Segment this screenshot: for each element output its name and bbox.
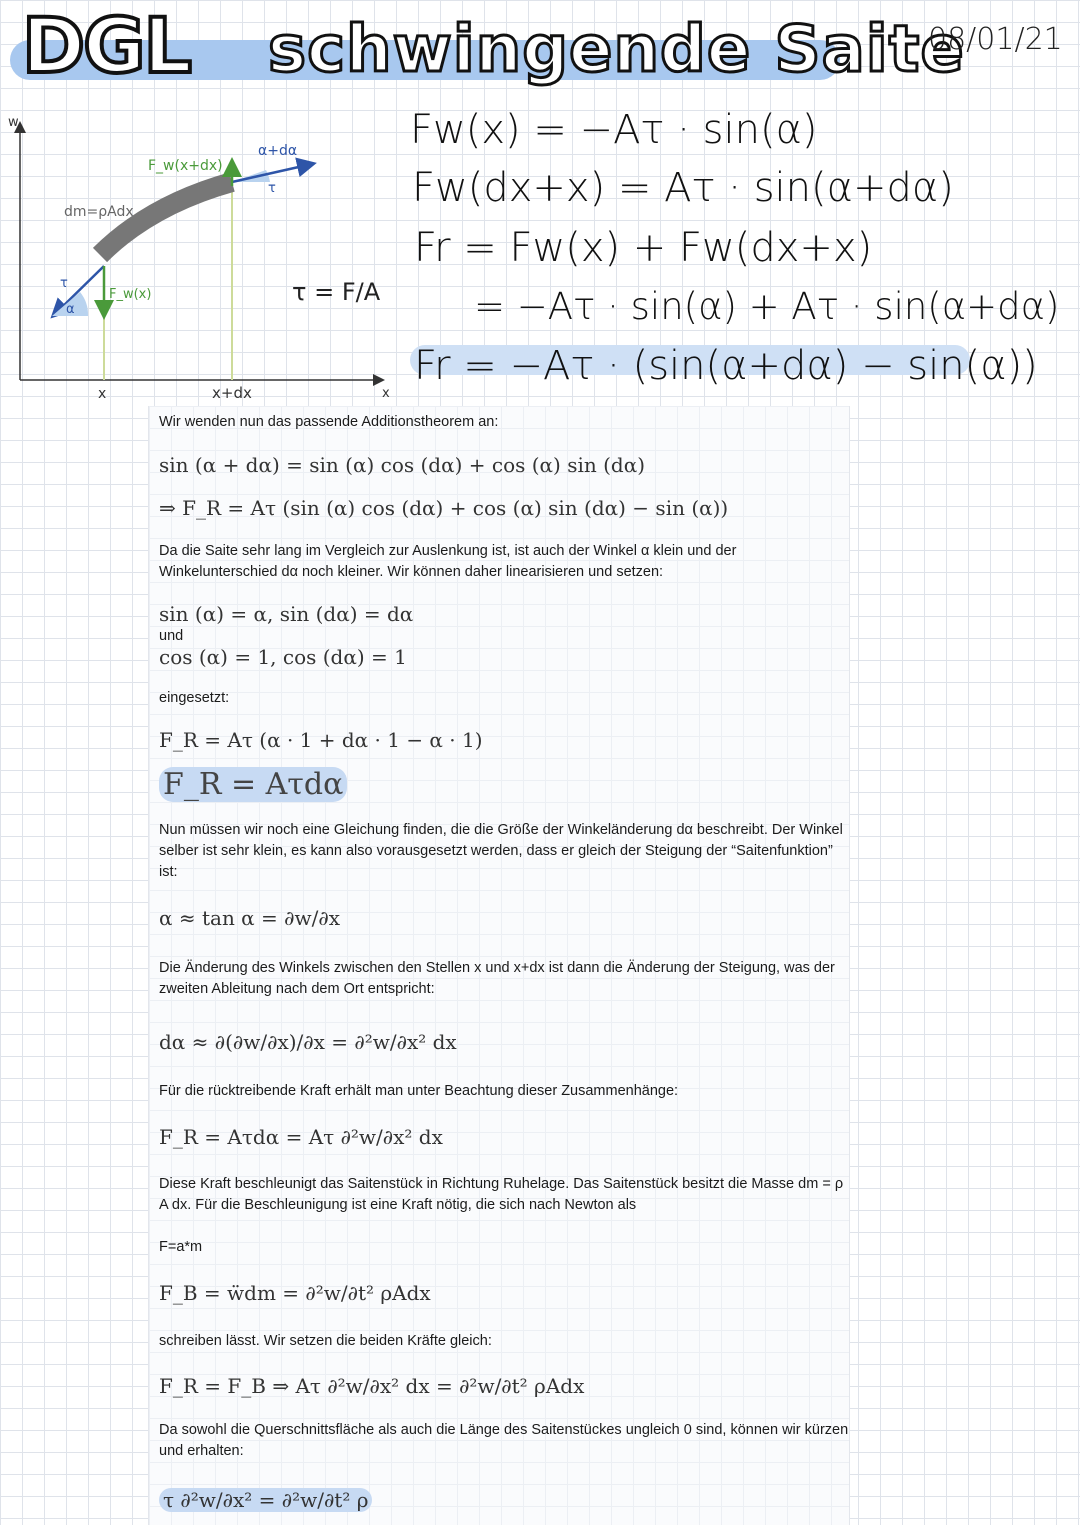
axis-w-label: w: [8, 115, 19, 130]
tau-formula: τ = F/A: [292, 278, 381, 306]
string-force-diagram: [0, 110, 400, 405]
tick-xdx: x+dx: [212, 384, 252, 402]
math-fr-result-text: F_R = Aτdα: [159, 767, 347, 802]
math-linear-cos: cos (α) = 1, cos (dα) = 1: [159, 645, 407, 669]
math-linear-sin: sin (α) = α, sin (dα) = dα: [159, 602, 414, 626]
math-wave-equation-text: τ ∂²w/∂x² = ∂²w/∂t² ρ: [159, 1488, 372, 1512]
fw-xdx-label: F_w(x+dx): [148, 158, 223, 174]
tau-label-right: τ: [268, 181, 276, 196]
axis-x-label: x: [382, 386, 390, 401]
math-fr-result: [159, 767, 347, 802]
text-p8: Da sowohl die Querschnittsfläche als auch die Länge des Saitenstückes ungleich 0 sind, können wir kürzen und erhalten:: [159, 1422, 849, 1459]
page-subtitle: schwingende Saite: [268, 13, 965, 87]
tau-label-left: τ: [60, 276, 68, 291]
hw-eq-4: = −Aτ · sin(α) + Aτ · sin(α+dα): [474, 285, 1060, 328]
text-p1: Wir wenden nun das passende Additionstheorem an:: [159, 414, 499, 430]
date: 08/01/21: [928, 22, 1063, 57]
math-fr-expanded: ⇒ F_R = Aτ (sin (α) cos (dα) + cos (α) sin (dα) − sin (α)): [159, 496, 729, 520]
hw-eq-5: Fr = −Aτ · (sin(α+dα) − sin(α)): [414, 343, 1038, 389]
text-p6: Diese Kraft beschleunigt das Saitenstück in Richtung Ruhelage. Das Saitenstück besitzt die Masse dm = ρ A dx. Für die Beschleunigung ist eine Kraft nötig, die sich nach Newton als: [159, 1176, 844, 1213]
text-p5: Für die rücktreibende Kraft erhält man unter Beachtung dieser Zusammenhänge:: [159, 1083, 679, 1099]
math-fr-substituted: F_R = Aτ (α · 1 + dα · 1 − α · 1): [159, 728, 483, 752]
text-p2: Da die Saite sehr lang im Vergleich zur Auslenkung ist, ist auch der Winkel α klein und der Winkelunterschied dα noch kleiner. Wir können daher linearisieren und setzen:: [159, 543, 737, 580]
tau-arrow-right: [232, 164, 312, 182]
math-addition-theorem: sin (α + dα) = sin (α) cos (dα) + cos (α) sin (dα): [159, 453, 646, 477]
hw-eq-1: Fw(x) = −Aτ · sin(α): [410, 107, 818, 153]
text-p3: Nun müssen wir noch eine Gleichung finden, die die Größe der Winkeländerung dα beschreibt. Der Winkel selber ist sehr klein, es kann also vorausgesetzt werden, dass er gleich der Steigung der “Saitenfunktion” ist:: [159, 822, 843, 880]
fw-x-label: F_w(x): [109, 287, 152, 302]
text-p7: schreiben lässt. Wir setzen die beiden Kräfte gleich:: [159, 1333, 492, 1349]
hw-eq-3: Fr = Fw(x) + Fw(dx+x): [414, 225, 873, 271]
dm-label: dm=ρAdx: [64, 204, 134, 220]
math-fb: F_B = ẅdm = ∂²w/∂t² ρAdx: [159, 1281, 431, 1305]
math-wave-equation: [159, 1490, 372, 1510]
text-eingesetzt: eingesetzt:: [159, 690, 230, 706]
math-alpha-tan: α ≈ tan α = ∂w/∂x: [159, 906, 340, 930]
text-newton: F=a*m: [159, 1239, 203, 1255]
tick-x: x: [98, 386, 107, 402]
hw-eq-2: Fw(dx+x) = Aτ · sin(α+dα): [412, 165, 954, 211]
math-fr-equals-fb: F_R = F_B ⇒ Aτ ∂²w/∂x² dx = ∂²w/∂t² ρAdx: [159, 1374, 585, 1398]
page-title: DGL: [22, 1, 190, 90]
alpha-label: α: [66, 302, 75, 317]
math-dalpha: dα ≈ ∂(∂w/∂x)/∂x = ∂²w/∂x² dx: [159, 1030, 457, 1054]
text-p4: Die Änderung des Winkels zwischen den Stellen x und x+dx ist dann die Änderung der Steigung, was der zweiten Ableitung nach dem Ort entspricht:: [159, 960, 835, 997]
math-fr-second-derivative: F_R = Aτdα = Aτ ∂²w/∂x² dx: [159, 1125, 443, 1149]
alpha-dalpha-label: α+dα: [258, 143, 298, 159]
text-und: und: [159, 628, 184, 644]
